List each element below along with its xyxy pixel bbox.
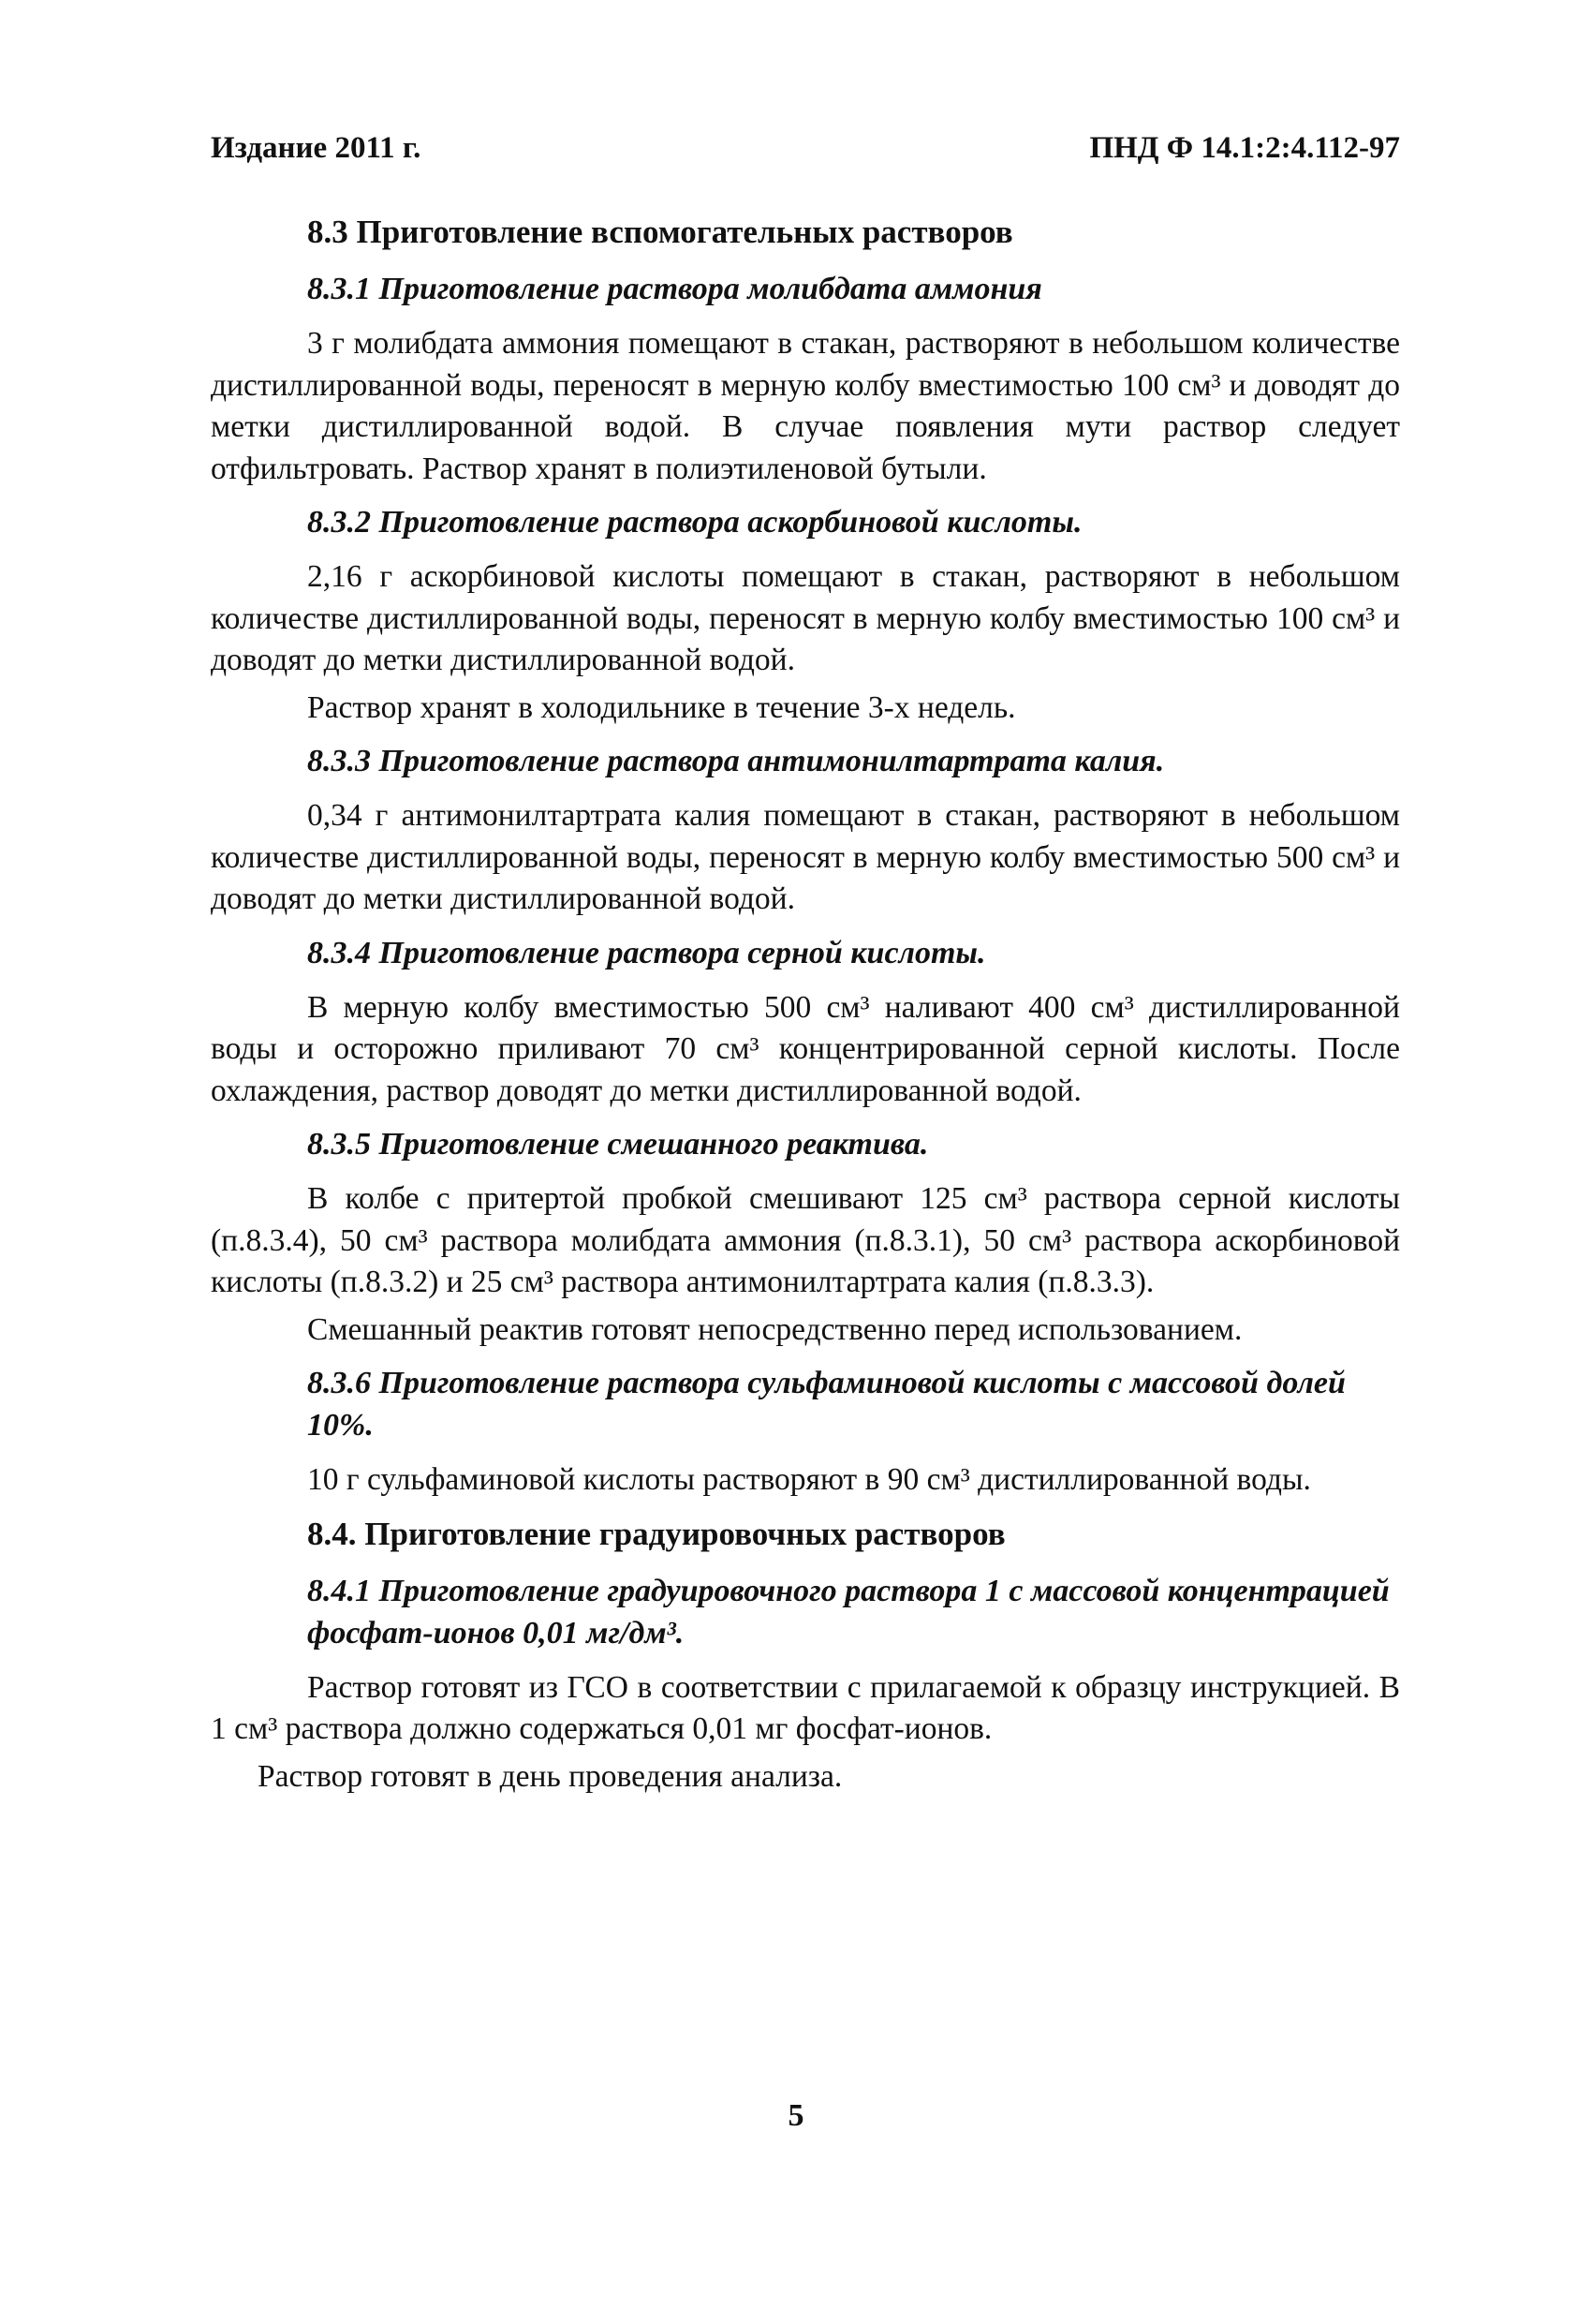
section-8-3-2-paragraph-1: 2,16 г аскорбиновой кислоты помещают в стакан, растворяют в небольшом количестве дистиллированной воды, переносят в мерную колбу вместимостью 100 см³ и доводят до метки дистиллированной водой. [211,559,1400,677]
section-8-4-1-heading: 8.4.1 Приготовление градуировочного раствора 1 с массовой концентрацией фосфат-ионов 0,01 мг/дм³. [307,1573,1390,1650]
section-8-3-6-heading: 8.3.6 Приготовление раствора сульфаминовой кислоты с массовой долей 10%. [307,1366,1346,1443]
section-8-3-1-heading: 8.3.1 Приготовление раствора молибдата аммония [307,272,1042,306]
edition-label: Издание 2011 г. [211,131,421,165]
section-8-3-6-paragraph: 10 г сульфаминовой кислоты растворяют в 90 см³ дистиллированной воды. [307,1462,1311,1497]
section-8-3-4-heading: 8.3.4 Приготовление раствора серной кислоты. [307,935,986,970]
page-header [211,131,1400,173]
section-8-4-heading: 8.4. Приготовление градуировочных растворов [307,1515,1006,1552]
section-8-3-2-paragraph-2: Раствор хранят в холодильнике в течение 3-х недель. [307,689,1016,725]
section-8-3-5-paragraph-2: Смешанный реактив готовят непосредственно перед использованием. [307,1311,1243,1347]
section-8-3-1-paragraph: 3 г молибдата аммония помещают в стакан, растворяют в небольшом количестве дистиллированной воды, переносят в мерную колбу вместимостью 100 см³ и доводят до метки дистиллированной водой. В случае появления мути раствор следует отфильтровать. Раствор хранят в полиэтиленовой бутыли. [211,326,1400,486]
section-8-3-4-paragraph: В мерную колбу вместимостью 500 см³ наливают 400 см³ дистиллированной воды и осторожно приливают 70 см³ концентрированной серной кислоты. После охлаждения, раствор доводят до метки дистиллированной водой. [211,989,1400,1108]
section-8-3-2-heading: 8.3.2 Приготовление раствора аскорбиновой кислоты. [307,505,1083,540]
section-8-4-1-paragraph-1: Раствор готовят из ГСО в соответствии с прилагаемой к образцу инструкцией. В 1 см³ раствора должно содержаться 0,01 мг фосфат-ионов. [211,1669,1400,1746]
section-8-3-3-heading: 8.3.3 Приготовление раствора антимонилтартрата калия. [307,744,1165,778]
document-body [211,211,1400,1809]
document-code: ПНД Ф 14.1:2:4.112-97 [1089,131,1400,165]
section-8-4-1-paragraph-2: Раствор готовят в день проведения анализа. [258,1758,843,1794]
section-8-3-heading: 8.3 Приготовление вспомогательных растворов [307,214,1013,250]
section-8-3-5-heading: 8.3.5 Приготовление смешанного реактива. [307,1127,929,1162]
section-8-3-5-paragraph-1: В колбе с притертой пробкой смешивают 125 см³ раствора серной кислоты (п.8.3.4), 50 см³ раствора молибдата аммония (п.8.3.1), 50 см³ раствора аскорбиновой кислоты (п.8.3.2) и 25 см³ раствора антимонилтартрата калия (п.8.3.3). [211,1181,1400,1299]
page-number: 5 [788,2098,804,2133]
section-8-3-3-paragraph: 0,34 г антимонилтартрата калия помещают в стакан, растворяют в небольшом количестве дистиллированной воды, переносят в мерную колбу вместимостью 500 см³ и доводят до метки дистиллированной водой. [211,798,1400,916]
